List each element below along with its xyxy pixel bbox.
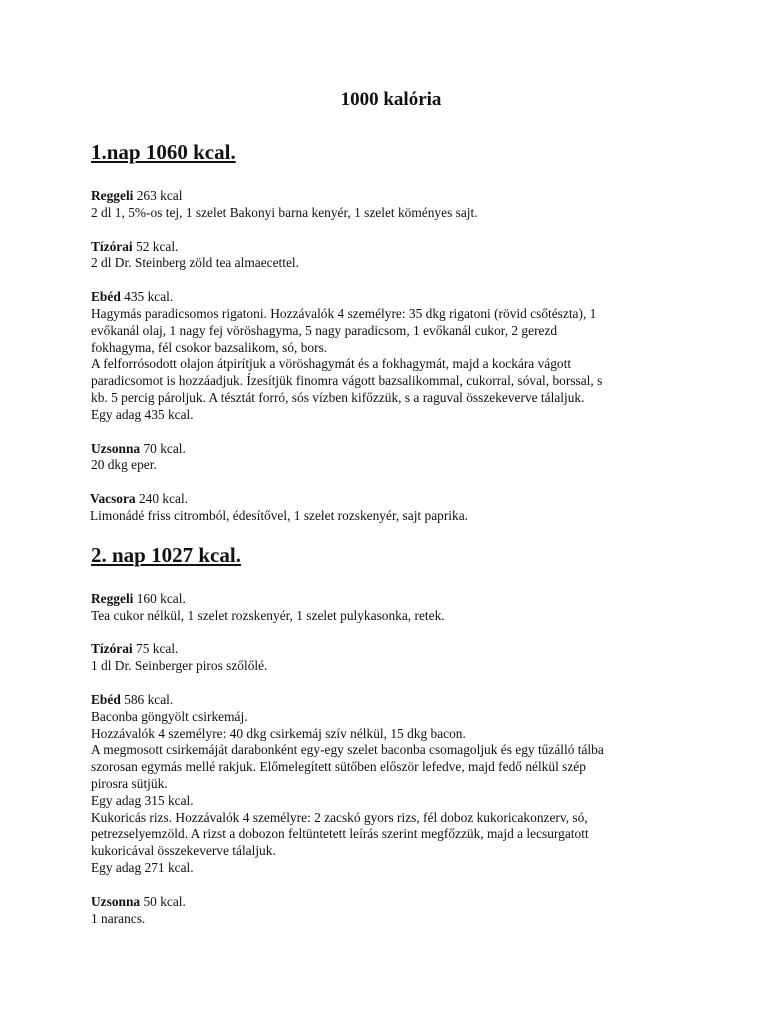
meal-name: Uzsonna: [91, 440, 141, 456]
meal-line: kukoricával összekeverve tálaljuk.: [91, 843, 276, 859]
meal-kcal: 435 kcal.: [120, 289, 174, 305]
meal-line: Egy adag 435 kcal.: [91, 406, 194, 422]
meal-line: 20 dkg eper.: [91, 457, 157, 473]
meal-ebed: [91, 289, 691, 423]
meal-line: fokhagyma, fél csokor bazsalikom, só, bors.: [91, 339, 328, 355]
document-page: [91, 88, 691, 944]
meal-line: paradicsomot is hozzáadjuk. Ízesítjük finomra vágott bazsalikommal, cukorral, sóval, borssal, s: [91, 373, 603, 389]
meal-uzsonna: [91, 894, 691, 928]
meal-line: A felforrósodott olajon átpirítjuk a vöröshagymát és a fokhagymát, majd a kockára vágott: [91, 356, 572, 372]
meal-line: 2 dl 1, 5%-os tej, 1 szelet Bakonyi barna kenyér, 1 szelet köményes sajt.: [91, 204, 478, 220]
day-1-heading: 1.nap 1060 kcal.: [91, 140, 236, 164]
meal-tizorai: [91, 239, 691, 273]
meal-line: szorosan egymás mellé rakjuk. Előmelegített sütőben először lefedve, majd fedő nélkül szép: [91, 759, 586, 775]
meal-line: Kukoricás rizs. Hozzávalók 4 személyre: 2 zacskó gyors rizs, fél doboz kukoricakonzerv, só,: [91, 809, 588, 825]
meal-ebed: [91, 692, 691, 877]
meal-reggeli: [91, 591, 691, 625]
meal-line: Hagymás paradicsomos rigatoni. Hozzávalók 4 személyre: 35 dkg rigatoni (rövid csőtészta), 1: [91, 305, 597, 321]
day-2-section: [91, 542, 691, 928]
meal-name: Vacsora: [90, 491, 136, 507]
meal-kcal: 52 kcal.: [132, 238, 179, 254]
meal-line: 2 dl Dr. Steinberg zöld tea almaecettel.: [91, 255, 299, 271]
day-1-section: [91, 139, 691, 525]
meal-kcal: 160 kcal.: [133, 590, 186, 606]
meal-name: Reggeli: [91, 590, 134, 606]
meal-kcal: 50 kcal.: [140, 893, 186, 909]
meal-name: Tízórai: [91, 238, 133, 254]
meal-kcal: 70 kcal.: [140, 440, 186, 456]
meal-line: evőkanál olaj, 1 nagy fej vöröshagyma, 5 nagy paradicsom, 1 evőkanál cukor, 2 gerezd: [91, 322, 558, 338]
meal-name: Ebéd: [91, 289, 121, 305]
meal-kcal: 240 kcal.: [135, 491, 189, 507]
meal-reggeli: [91, 188, 691, 222]
meal-name: Tízórai: [91, 641, 133, 657]
meal-line: Tea cukor nélkül, 1 szelet rozskenyér, 1 szelet pulykasonka, retek.: [91, 607, 445, 623]
meal-name: Reggeli: [91, 188, 134, 203]
meal-uzsonna: [91, 441, 691, 475]
meal-line: Hozzávalók 4 személyre: 40 dkg csirkemáj szív nélkül, 15 dkg bacon.: [91, 725, 466, 741]
meal-line: Baconba göngyölt csirkemáj.: [91, 708, 248, 724]
meal-line: 1 dl Dr. Seinberger piros szőlőlé.: [91, 658, 268, 674]
meal-line: A megmosott csirkemáját darabonként egy-egy szelet baconba csomagoljuk és egy tűzálló tálba: [91, 742, 604, 758]
meal-line: Egy adag 271 kcal.: [91, 859, 194, 875]
meal-kcal: 263 kcal: [133, 188, 183, 203]
meal-line: Limonádé friss citromból, édesítővel, 1 szelet rozskenyér, sajt paprika.: [90, 507, 469, 523]
meal-line: kb. 5 percig pároljuk. A tésztát forró, sós vízben kifőzzük, s a raguval összekeverve tálaljuk.: [91, 389, 585, 405]
meal-line: Egy adag 315 kcal.: [91, 792, 194, 808]
meal-line: petrezselyemzöld. A rizst a dobozon feltüntetett leírás szerint megfőzzük, majd a lecsurgatott: [91, 826, 589, 842]
meal-kcal: 586 kcal.: [120, 691, 174, 707]
meal-name: Uzsonna: [91, 893, 141, 909]
meal-line: 1 narancs.: [91, 910, 146, 926]
document-title: 1000 kalória: [340, 89, 442, 110]
day-2-heading: 2. nap 1027 kcal.: [91, 542, 241, 567]
meal-tizorai: [91, 641, 691, 675]
meal-kcal: 75 kcal.: [132, 641, 179, 657]
meal-line: pirosra sütjük.: [91, 775, 168, 791]
meal-name: Ebéd: [91, 691, 121, 707]
meal-vacsora: [90, 491, 691, 525]
